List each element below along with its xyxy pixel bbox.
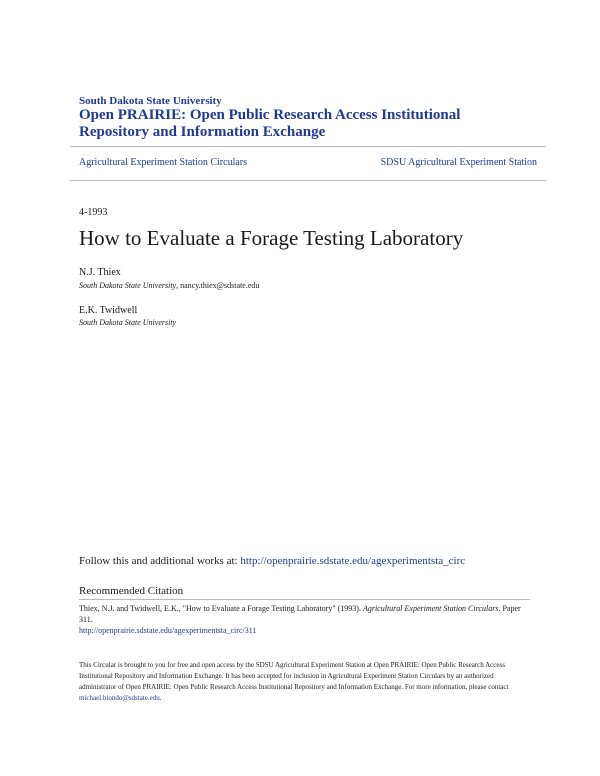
author-name: E.K. Twidwell [79,305,138,316]
notice-text: This Circular is brought to you for free and open access by the SDSU Agricultural Experiment Station at Open PRAIRIE: Open Public Research Access Institutional Repository and Information Exchange. It has been accepted for inclusion in Agricultural Experiment Station Circulars by an authorized administrator of Open PRAIRIE: Open Public Research Access Institutional Repository and Information Exchange. For more information, please contact [79,661,509,691]
author-affiliation [79,281,259,290]
citation-link[interactable]: http://openprairie.sdstate.edu/agexperimentsta_circ/311 [79,626,257,635]
citation-paper: . Paper 311. [79,604,521,624]
publication-date: 4-1993 [79,207,108,218]
access-notice [79,660,527,704]
author-name: N.J. Thiex [79,267,121,278]
citation-divider [79,599,530,600]
contact-email-link[interactable]: michael.biondo@sdstate.edu [79,694,160,702]
follow-line [79,555,465,567]
citation-journal: Agricultural Experiment Station Circulars [362,604,499,613]
follow-text: Follow this and additional works at: [79,555,241,567]
affiliation-text: South Dakota State University [79,281,177,290]
university-name: South Dakota State University [79,95,222,107]
recommended-citation-heading: Recommended Citation [79,585,184,597]
document-title: How to Evaluate a Forage Testing Laboratory [79,226,464,250]
author-affiliation [79,318,176,327]
citation-body: Thiex, N.J. and Twidwell, E.K., "How to Evaluate a Forage Testing Laboratory" (1993). [79,604,363,613]
top-divider [70,146,546,147]
citation-text [79,603,534,625]
series-link-station[interactable]: SDSU Agricultural Experiment Station [380,157,537,168]
author-email: , nancy.thiex@sdstate.edu [176,281,260,290]
affiliation-text: South Dakota State University [79,318,177,327]
series-link-circulars[interactable]: Agricultural Experiment Station Circulars [79,157,248,168]
nav-divider [70,180,546,181]
collection-link[interactable]: http://openprairie.sdstate.edu/agexperimentsta_circ [240,555,466,567]
notice-end: . [159,694,162,702]
repository-title[interactable]: Open PRAIRIE: Open Public Research Access Institutional Repository and Information Exchange [79,107,461,140]
